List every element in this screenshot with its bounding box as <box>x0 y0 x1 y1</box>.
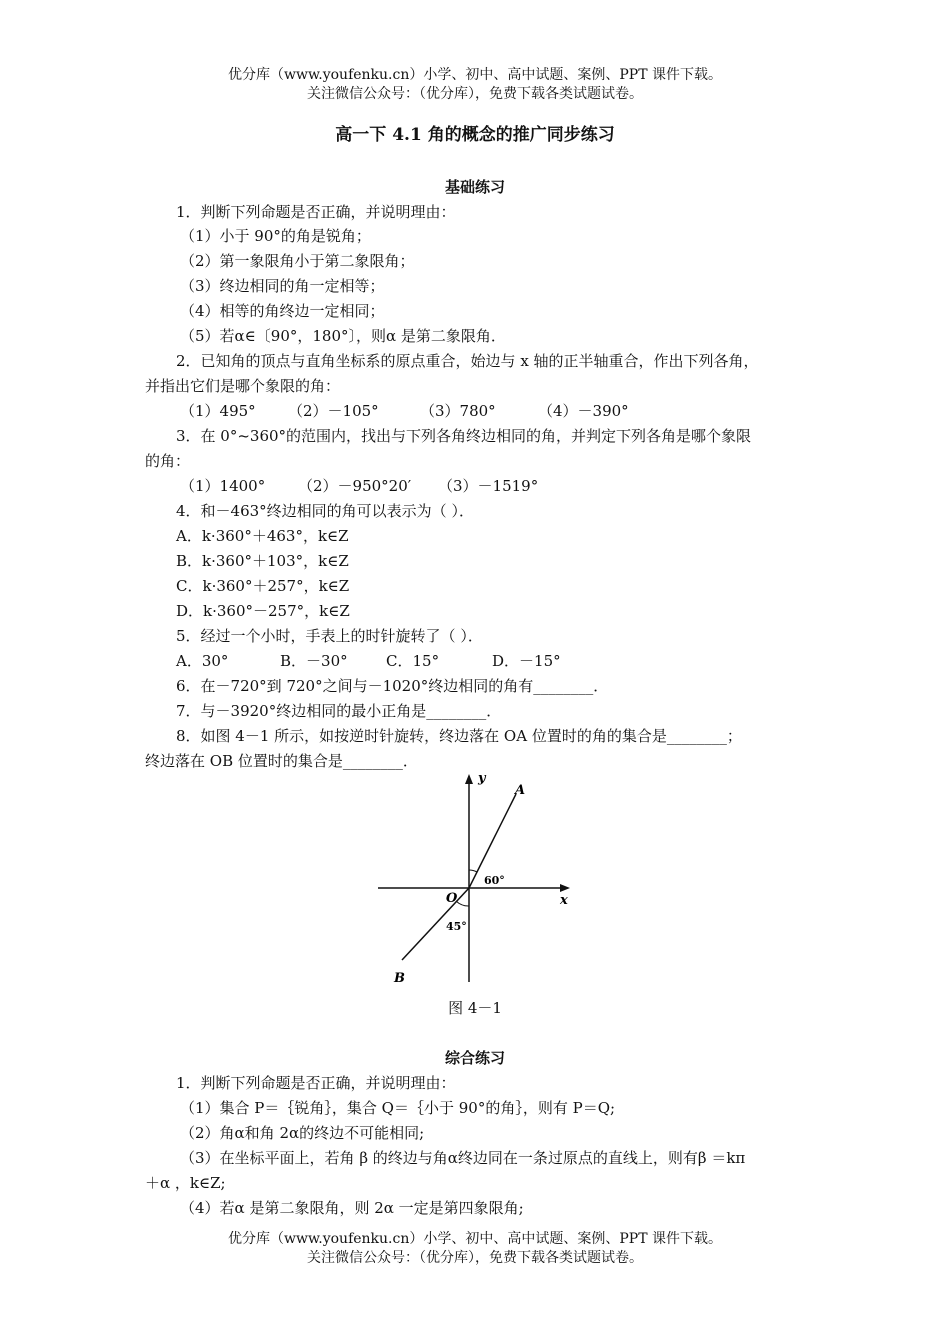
basic-q2-opt-2: （2）－105° <box>288 402 379 420</box>
basic-q2-stem-line1: 2．已知角的顶点与直角坐标系的原点重合，始边与 x 轴的正半轴重合，作出下列各角， <box>176 352 759 370</box>
basic-q2-stem-line2: 并指出它们是哪个象限的角： <box>145 377 341 395</box>
basic-q5-stem: 5．经过一个小时，手表上的时针旋转了（ ）． <box>176 627 483 645</box>
basic-q2-opt-4: （4）－390° <box>538 402 629 420</box>
angle-45-label: 45° <box>446 920 467 933</box>
basic-q3-opt-1: （1）1400° <box>180 477 266 495</box>
basic-q6: 6．在－720°到 720°之间与－1020°终边相同的角有________． <box>176 677 609 695</box>
basic-q1-item-1: （1）小于 90°的角是锐角； <box>180 227 371 245</box>
basic-q3-stem-line2: 的角： <box>145 452 191 470</box>
point-b-label: B <box>394 971 405 986</box>
basic-q2-opt-1: （1）495° <box>180 402 256 420</box>
basic-q1-item-2: （2）第一象限角小于第二象限角； <box>180 252 415 270</box>
angle-60-label: 60° <box>484 874 505 887</box>
basic-q2-options <box>180 401 629 421</box>
basic-q8-line2: 终边落在 OB 位置时的集合是________． <box>145 752 418 770</box>
comp-q1-item-4: （4）若α 是第二象限角，则 2α 一定是第四象限角; <box>180 1199 524 1217</box>
comp-q1-item-1: （1）集合 P＝｛锐角｝，集合 Q＝｛小于 90°的角｝，则有 P＝Q; <box>180 1099 616 1117</box>
section-heading-comprehensive: 综合练习 <box>444 1049 505 1067</box>
x-axis-label: x <box>560 893 568 908</box>
page-header-line2: 关注微信公众号：（优分库），免费下载各类试题试卷。 <box>307 86 643 102</box>
basic-q5-opt-a: A．30° <box>176 652 229 670</box>
basic-q7: 7．与－3920°终边相同的最小正角是________． <box>176 702 502 720</box>
basic-q5-opt-d: D．－15° <box>492 652 561 670</box>
comp-q1-item-3: （3）在坐标平面上，若角 β 的终边与角α终边同在一条过原点的直线上，则有β ＝kπ <box>180 1149 746 1167</box>
basic-q1-stem: 1．判断下列命题是否正确，并说明理由： <box>176 203 456 221</box>
comp-q1-item-3-cont: ＋α ，k∈Z; <box>145 1174 226 1192</box>
origin-label: O <box>446 891 458 906</box>
basic-q3-opt-2: （2）－950°20′ <box>298 477 412 495</box>
basic-q5-options <box>176 651 561 671</box>
page-header-line1: 优分库（www.youfenku.cn）小学、初中、高中试题、案例、PPT 课件下载。 <box>227 67 722 83</box>
y-axis-label: y <box>478 771 486 786</box>
basic-q4-opt-d: D．k·360°－257°，k∈Z <box>176 602 350 620</box>
y-axis-arrow-icon <box>465 774 473 784</box>
figure-caption: 图 4－1 <box>448 999 502 1017</box>
basic-q3-opt-3: （3）－1519° <box>438 477 539 495</box>
basic-q5-opt-c: C．15° <box>386 652 440 670</box>
basic-q1-item-3: （3）终边相同的角一定相等； <box>180 277 385 295</box>
angle-arc-60 <box>469 870 477 872</box>
basic-q4-opt-c: C．k·360°＋257°，k∈Z <box>176 577 350 595</box>
basic-q1-item-4: （4）相等的角终边一定相同； <box>180 302 385 320</box>
angle-arc-45 <box>456 901 469 906</box>
page-footer-line1: 优分库（www.youfenku.cn）小学、初中、高中试题、案例、PPT 课件下载。 <box>227 1231 722 1247</box>
basic-q5-opt-b: B．－30° <box>280 652 348 670</box>
page-title: 高一下 4.1 角的概念的推广同步练习 <box>335 125 615 145</box>
comp-q1-stem: 1．判断下列命题是否正确，并说明理由： <box>176 1074 456 1092</box>
section-heading-basic: 基础练习 <box>444 178 505 196</box>
comp-q1-item-2: （2）角α和角 2α的终边不可能相同; <box>180 1124 425 1142</box>
point-a-label: A <box>515 783 526 798</box>
basic-q4-opt-b: B．k·360°＋103°，k∈Z <box>176 552 349 570</box>
basic-q4-stem: 4．和－463°终边相同的角可以表示为（ ）． <box>176 502 474 520</box>
basic-q4-opt-a: A．k·360°＋463°，k∈Z <box>176 527 349 545</box>
basic-q3-stem-line1: 3．在 0°~360°的范围内，找出与下列各角终边相同的角，并判定下列各角是哪个象限 <box>176 427 752 445</box>
basic-q3-options <box>180 476 538 496</box>
figure-4-1 <box>370 770 580 992</box>
page-footer-line2: 关注微信公众号：（优分库），免费下载各类试题试卷。 <box>307 1250 643 1266</box>
basic-q2-opt-3: （3）780° <box>420 402 496 420</box>
x-axis-arrow-icon <box>560 884 570 892</box>
basic-q1-item-5: （5）若α∈〔90°，180°〕，则α 是第二象限角． <box>180 327 506 345</box>
basic-q8-line1: 8．如图 4－1 所示，如按逆时针旋转，终边落在 OA 位置时的角的集合是________； <box>176 727 742 745</box>
